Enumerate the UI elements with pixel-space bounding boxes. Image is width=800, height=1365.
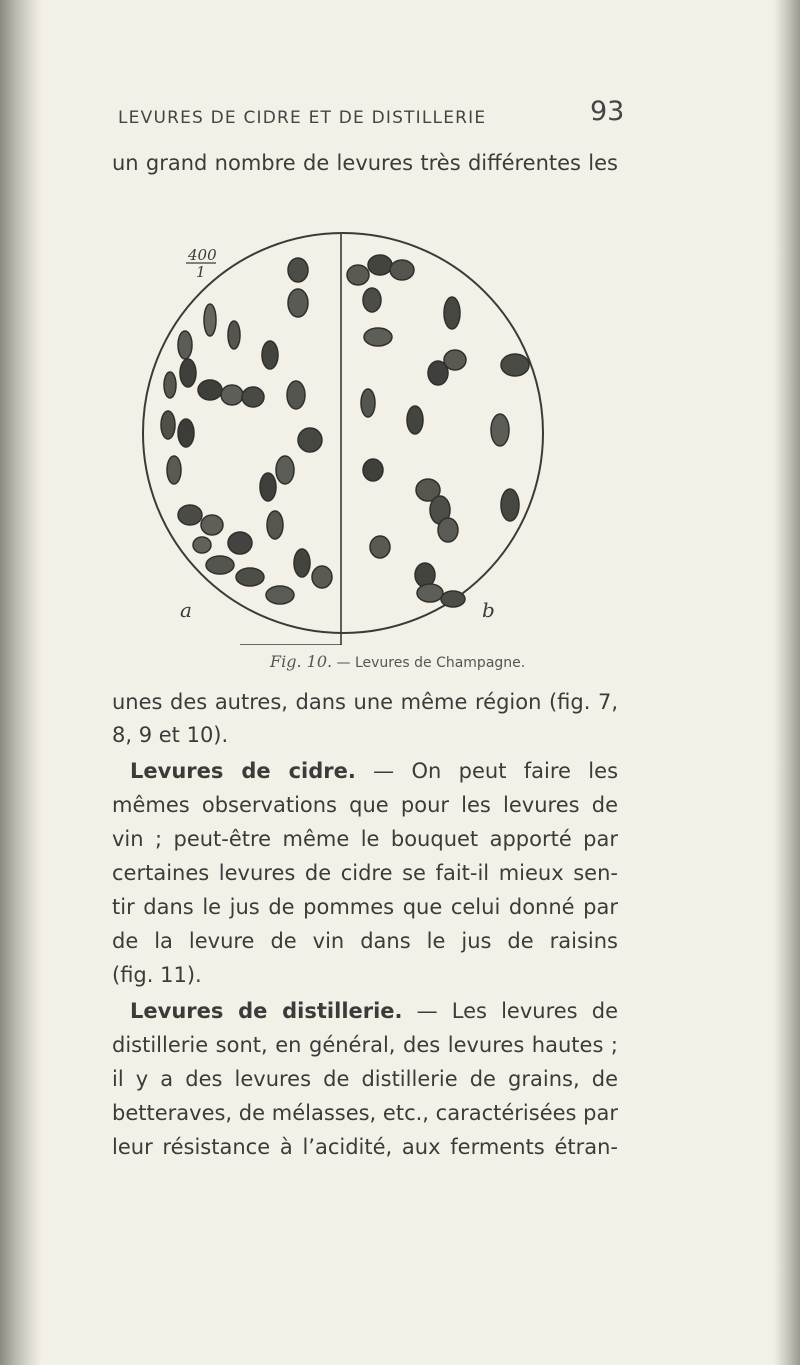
body-line-3: — On peut faire les xyxy=(373,759,619,783)
body-line-12: il y a des levures de distillerie de grains, de xyxy=(112,1067,618,1091)
running-title: LEVURES DE CIDRE ET DE DISTILLERIE xyxy=(118,108,487,128)
body-line-9: (fig. 11). xyxy=(112,963,202,987)
body-line-8: de la levure de vin dans le jus de raisins xyxy=(112,929,618,953)
body-line-14: leur résistance à l’acidité, aux ferments étran- xyxy=(112,1135,618,1159)
figure-caption-text: — Levures de Champagne. xyxy=(336,655,526,671)
yeast-figure xyxy=(110,225,570,645)
body-line-11: distillerie sont, en général, des levures hautes ; xyxy=(112,1033,618,1057)
yeast-cells-left xyxy=(161,258,332,604)
figure-label-1: 1 xyxy=(196,263,206,281)
body-line-6: certaines levures de cidre se fait-il mieux sen- xyxy=(112,861,618,885)
figure-label-a: a xyxy=(180,598,192,622)
body-line-1: unes des autres, dans une même région (fig. 7, xyxy=(112,690,618,714)
paragraph-cidre-line xyxy=(112,758,618,784)
section-heading-distillerie: Levures de distillerie. xyxy=(130,999,403,1023)
microscope-field-circle xyxy=(143,233,543,633)
figure-caption-number: Fig. 10. xyxy=(270,652,333,671)
paragraph-distillerie-line xyxy=(112,998,618,1024)
page-number: 93 xyxy=(590,96,625,127)
body-line-7: tir dans le jus de pommes que celui donné par xyxy=(112,895,618,919)
body-line-5: vin ; peut-être même le bouquet apporté par xyxy=(112,827,618,851)
section-heading-cidre: Levures de cidre. xyxy=(130,759,356,783)
text-line-top: un grand nombre de levures très différentes les xyxy=(112,151,618,175)
body-line-4: mêmes observations que pour les levures de xyxy=(112,793,618,817)
body-line-10: — Les levures de xyxy=(416,999,618,1023)
figure-label-b: b xyxy=(482,598,495,622)
figure-caption xyxy=(270,652,525,671)
figure-label-400: 400 xyxy=(188,246,217,264)
body-line-2: 8, 9 et 10). xyxy=(112,723,229,747)
body-line-13: betteraves, de mélasses, etc., caractérisées par xyxy=(112,1101,618,1125)
